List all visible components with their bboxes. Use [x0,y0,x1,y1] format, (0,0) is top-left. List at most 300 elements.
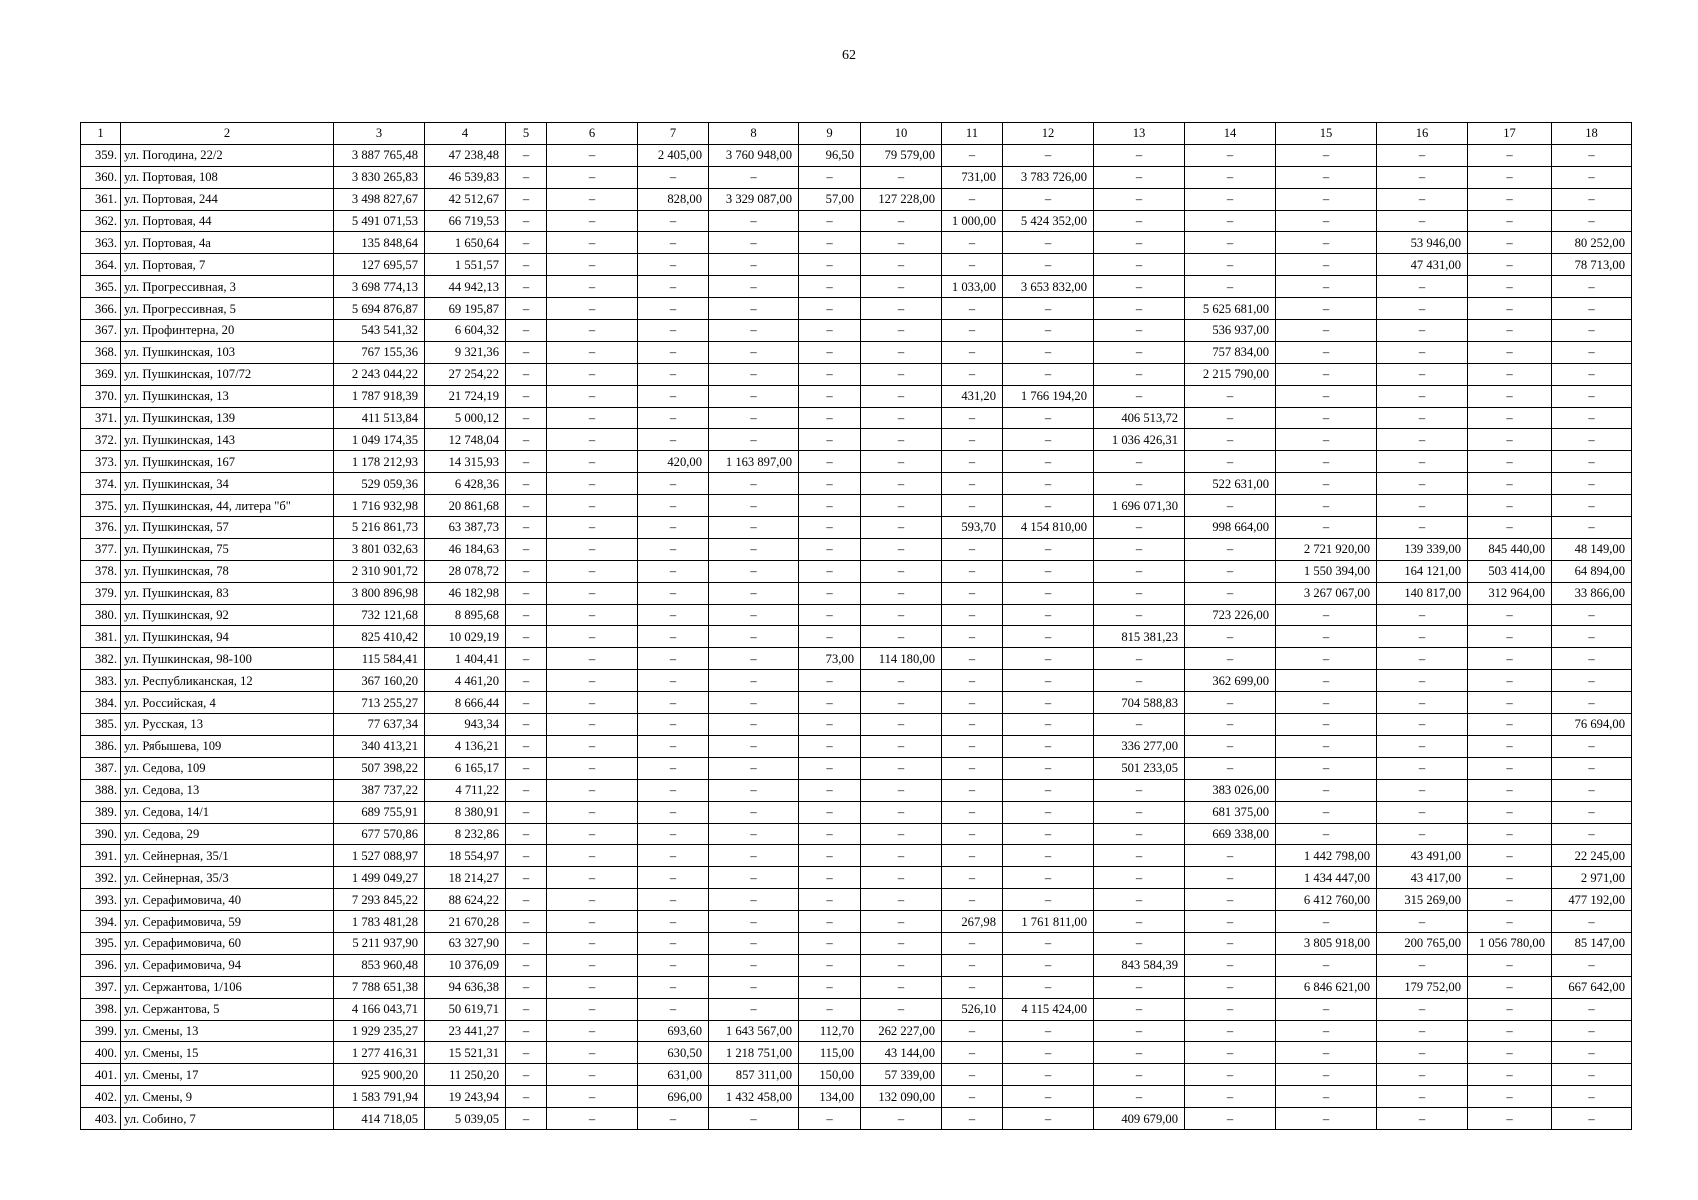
value-cell: – [1003,341,1094,363]
row-number-cell: 365. [81,276,121,298]
value-cell: – [1552,210,1632,232]
value-cell: – [799,714,861,736]
value-cell: – [638,823,709,845]
value-cell: – [1003,1020,1094,1042]
value-cell: – [1094,889,1185,911]
value-cell: – [547,298,638,320]
value-cell: – [799,823,861,845]
value-cell: – [799,166,861,188]
value-cell: 115,00 [799,1042,861,1064]
value-cell: – [547,692,638,714]
value-cell: – [506,1064,547,1086]
value-cell: – [942,407,1003,429]
column-number-header: 10 [861,123,942,145]
value-cell: 693,60 [638,1020,709,1042]
value-cell: 925 900,20 [334,1064,425,1086]
value-cell: – [1185,998,1276,1020]
value-cell: – [1003,670,1094,692]
row-number-cell: 375. [81,495,121,517]
value-cell: – [709,670,799,692]
value-cell: 4 461,20 [425,670,506,692]
table-row [81,188,1632,210]
value-cell: – [1185,1108,1276,1130]
table-row [81,648,1632,670]
value-cell: – [1185,429,1276,451]
value-cell: – [1377,1086,1468,1108]
value-cell: 80 252,00 [1552,232,1632,254]
value-cell: – [1377,320,1468,342]
value-cell: 2 310 901,72 [334,560,425,582]
value-cell: 723 226,00 [1185,604,1276,626]
value-cell: – [1377,714,1468,736]
value-cell: – [506,1086,547,1108]
value-cell: – [1094,845,1185,867]
value-cell: – [1276,714,1377,736]
value-cell: 1 432 458,00 [709,1086,799,1108]
value-cell: – [547,363,638,385]
value-cell: – [1468,801,1552,823]
value-cell: – [1003,473,1094,495]
value-cell: – [638,517,709,539]
table-row [81,911,1632,933]
value-cell: 6 604,32 [425,320,506,342]
value-cell: 2 215 790,00 [1185,363,1276,385]
value-cell: – [709,648,799,670]
address-cell: ул. Прогрессивная, 3 [121,276,334,298]
value-cell: – [506,144,547,166]
value-cell: 21 670,28 [425,911,506,933]
value-cell: – [506,998,547,1020]
value-cell: – [638,298,709,320]
value-cell: – [942,670,1003,692]
value-cell: 689 755,91 [334,801,425,823]
value-cell: – [1003,495,1094,517]
value-cell: 6 846 621,00 [1276,976,1377,998]
value-cell: – [1552,341,1632,363]
value-cell: 4 136,21 [425,735,506,757]
value-cell: – [1468,1042,1552,1064]
value-cell: – [861,385,942,407]
value-cell: – [942,1042,1003,1064]
value-cell: – [506,429,547,451]
table-row [81,692,1632,714]
value-cell: – [709,320,799,342]
value-cell: 9 321,36 [425,341,506,363]
value-cell: 667 642,00 [1552,976,1632,998]
value-cell: – [709,407,799,429]
value-cell: – [799,867,861,889]
value-cell: – [861,276,942,298]
value-cell: – [547,976,638,998]
value-cell: 66 719,53 [425,210,506,232]
address-cell: ул. Седова, 13 [121,779,334,801]
value-cell: – [799,1108,861,1130]
value-cell: – [1094,1042,1185,1064]
value-cell: – [942,144,1003,166]
value-cell: – [861,298,942,320]
value-cell: – [638,276,709,298]
row-number-cell: 384. [81,692,121,714]
value-cell: – [799,626,861,648]
value-cell: – [799,779,861,801]
value-cell: – [1552,495,1632,517]
value-cell: – [1003,823,1094,845]
value-cell: – [638,1108,709,1130]
column-number-header: 13 [1094,123,1185,145]
column-number-header: 15 [1276,123,1377,145]
value-cell: – [1552,757,1632,779]
value-cell: – [506,538,547,560]
value-cell: 757 834,00 [1185,341,1276,363]
value-cell: – [861,954,942,976]
value-cell: – [1003,363,1094,385]
value-cell: – [1552,1108,1632,1130]
value-cell: 1 527 088,97 [334,845,425,867]
value-cell: 46 184,63 [425,538,506,560]
column-number-header: 2 [121,123,334,145]
value-cell: 529 059,36 [334,473,425,495]
value-cell: – [1276,451,1377,473]
value-cell: – [799,473,861,495]
value-cell: – [799,407,861,429]
value-cell: – [547,276,638,298]
value-cell: – [547,560,638,582]
address-cell: ул. Погодина, 22/2 [121,144,334,166]
value-cell: – [942,692,1003,714]
value-cell: – [1185,1042,1276,1064]
table-row [81,823,1632,845]
value-cell: – [506,341,547,363]
value-cell: – [1468,363,1552,385]
value-cell: – [1468,670,1552,692]
value-cell: – [861,232,942,254]
value-cell: 8 895,68 [425,604,506,626]
value-cell: 1 178 212,93 [334,451,425,473]
row-number-cell: 361. [81,188,121,210]
value-cell: – [799,932,861,954]
value-cell: – [547,779,638,801]
value-cell: – [861,823,942,845]
value-cell: – [506,517,547,539]
value-cell: 46 182,98 [425,582,506,604]
value-cell: 85 147,00 [1552,932,1632,954]
value-cell: – [1552,298,1632,320]
value-cell: – [1003,582,1094,604]
row-number-cell: 399. [81,1020,121,1042]
address-cell: ул. Сейнерная, 35/1 [121,845,334,867]
address-cell: ул. Русская, 13 [121,714,334,736]
table-row [81,210,1632,232]
table-row [81,385,1632,407]
value-cell: – [638,867,709,889]
value-cell: 76 694,00 [1552,714,1632,736]
value-cell: – [1552,1086,1632,1108]
value-cell: – [547,889,638,911]
value-cell: 312 964,00 [1468,582,1552,604]
value-cell: – [1468,517,1552,539]
value-cell: – [1377,735,1468,757]
value-cell: 134,00 [799,1086,861,1108]
value-cell: 4 115 424,00 [1003,998,1094,1020]
table-row [81,298,1632,320]
value-cell: 1 033,00 [942,276,1003,298]
value-cell: – [799,911,861,933]
value-cell: – [1552,144,1632,166]
value-cell: – [547,1086,638,1108]
value-cell: – [1468,845,1552,867]
row-number-cell: 398. [81,998,121,1020]
value-cell: 132 090,00 [861,1086,942,1108]
value-cell: 2 243 044,22 [334,363,425,385]
value-cell: 5 424 352,00 [1003,210,1094,232]
value-cell: – [799,976,861,998]
row-number-cell: 372. [81,429,121,451]
value-cell: – [1468,188,1552,210]
value-cell: – [709,429,799,451]
page-number: 62 [842,48,856,63]
value-cell: – [1276,998,1377,1020]
value-cell: – [709,932,799,954]
value-cell: – [861,735,942,757]
table-row [81,276,1632,298]
value-cell: – [1003,735,1094,757]
value-cell: – [1468,210,1552,232]
value-cell: – [861,341,942,363]
value-cell: – [861,560,942,582]
value-cell: – [547,911,638,933]
value-cell: 1 163 897,00 [709,451,799,473]
value-cell: 63 327,90 [425,932,506,954]
address-cell: ул. Сержантова, 5 [121,998,334,1020]
value-cell: – [709,735,799,757]
table-row [81,1042,1632,1064]
value-cell: 2 971,00 [1552,867,1632,889]
value-cell: – [1185,210,1276,232]
value-cell: – [1094,210,1185,232]
value-cell: – [942,363,1003,385]
address-cell: ул. Пушкинская, 57 [121,517,334,539]
value-cell: – [547,451,638,473]
table-row [81,998,1632,1020]
value-cell: – [1094,801,1185,823]
value-cell: – [942,560,1003,582]
value-cell: – [1003,648,1094,670]
value-cell: – [861,932,942,954]
value-cell: – [799,363,861,385]
value-cell: – [709,166,799,188]
table-row [81,429,1632,451]
row-number-cell: 397. [81,976,121,998]
address-cell: ул. Пушкинская, 34 [121,473,334,495]
value-cell: – [709,692,799,714]
value-cell: 7 293 845,22 [334,889,425,911]
value-cell: – [1185,495,1276,517]
value-cell: 4 166 043,71 [334,998,425,1020]
value-cell: – [709,232,799,254]
column-number-header: 11 [942,123,1003,145]
value-cell: 20 861,68 [425,495,506,517]
value-cell: – [1094,144,1185,166]
value-cell: – [1552,188,1632,210]
value-cell: – [861,692,942,714]
value-cell: – [638,495,709,517]
table-row [81,363,1632,385]
value-cell: 7 788 651,38 [334,976,425,998]
value-cell: – [1094,363,1185,385]
table-row [81,495,1632,517]
value-cell: – [1377,1020,1468,1042]
value-cell: – [1003,451,1094,473]
table-row [81,779,1632,801]
address-cell: ул. Пушкинская, 44, литера "б" [121,495,334,517]
row-number-cell: 363. [81,232,121,254]
value-cell: – [1094,1020,1185,1042]
value-cell: – [506,210,547,232]
value-cell: 767 155,36 [334,341,425,363]
value-cell: 27 254,22 [425,363,506,385]
value-cell: – [1094,320,1185,342]
value-cell: 4 711,22 [425,779,506,801]
value-cell: – [1377,604,1468,626]
value-cell: – [942,298,1003,320]
value-cell: 50 619,71 [425,998,506,1020]
value-cell: – [709,473,799,495]
value-cell: – [1377,473,1468,495]
value-cell: 630,50 [638,1042,709,1064]
value-cell: 3 498 827,67 [334,188,425,210]
value-cell: – [547,735,638,757]
value-cell: – [709,560,799,582]
value-cell: – [1552,473,1632,495]
address-cell: ул. Смены, 9 [121,1086,334,1108]
value-cell: – [861,845,942,867]
value-cell: 522 631,00 [1185,473,1276,495]
value-cell: – [1003,692,1094,714]
value-cell: – [942,495,1003,517]
value-cell: 46 539,83 [425,166,506,188]
table-row [81,1086,1632,1108]
table-row [81,801,1632,823]
value-cell: – [1094,714,1185,736]
value-cell: – [942,845,1003,867]
value-cell: 262 227,00 [861,1020,942,1042]
address-cell: ул. Портовая, 7 [121,254,334,276]
row-number-cell: 381. [81,626,121,648]
row-number-cell: 366. [81,298,121,320]
value-cell: – [861,254,942,276]
value-cell: – [1276,385,1377,407]
value-cell: – [506,845,547,867]
value-cell: 127 228,00 [861,188,942,210]
value-cell: – [1003,757,1094,779]
value-cell: – [638,341,709,363]
value-cell: – [1377,911,1468,933]
value-cell: – [799,276,861,298]
value-cell: 406 513,72 [1094,407,1185,429]
value-cell: – [1468,1064,1552,1086]
value-cell: – [1552,626,1632,648]
row-number-cell: 402. [81,1086,121,1108]
value-cell: – [1185,451,1276,473]
value-cell: – [547,473,638,495]
value-cell: – [1276,144,1377,166]
value-cell: – [942,779,1003,801]
value-cell: – [799,757,861,779]
value-cell: – [1276,188,1377,210]
address-cell: ул. Портовая, 44 [121,210,334,232]
table-row [81,932,1632,954]
value-cell: 543 541,32 [334,320,425,342]
row-number-cell: 380. [81,604,121,626]
value-cell: 5 211 937,90 [334,932,425,954]
value-cell: – [1003,429,1094,451]
value-cell: – [709,757,799,779]
value-cell: – [799,998,861,1020]
value-cell: 1 696 071,30 [1094,495,1185,517]
value-cell: – [638,845,709,867]
address-cell: ул. Портовая, 244 [121,188,334,210]
value-cell: 12 748,04 [425,429,506,451]
value-cell: – [638,385,709,407]
value-cell: 115 584,41 [334,648,425,670]
value-cell: – [1468,998,1552,1020]
value-cell: 1 218 751,00 [709,1042,799,1064]
value-cell: – [1003,1064,1094,1086]
row-number-cell: 392. [81,867,121,889]
value-cell: – [1552,823,1632,845]
value-cell: – [799,254,861,276]
row-number-cell: 379. [81,582,121,604]
address-cell: ул. Пушкинская, 83 [121,582,334,604]
value-cell: – [1185,232,1276,254]
table-row [81,582,1632,604]
value-cell: – [547,341,638,363]
value-cell: 943,34 [425,714,506,736]
row-number-cell: 378. [81,560,121,582]
address-cell: ул. Седова, 14/1 [121,801,334,823]
value-cell: – [861,998,942,1020]
value-cell: – [1185,867,1276,889]
value-cell: – [1468,648,1552,670]
value-cell: – [1094,648,1185,670]
row-number-cell: 383. [81,670,121,692]
value-cell: – [1276,320,1377,342]
value-cell: – [506,714,547,736]
value-cell: – [1468,779,1552,801]
value-cell: – [861,604,942,626]
value-cell: – [1377,517,1468,539]
value-cell: – [506,385,547,407]
table-row [81,867,1632,889]
value-cell: – [861,320,942,342]
column-number-header: 9 [799,123,861,145]
value-cell: – [942,932,1003,954]
value-cell: – [638,889,709,911]
value-cell: – [1552,1042,1632,1064]
value-cell: – [709,626,799,648]
address-cell: ул. Сейнерная, 35/3 [121,867,334,889]
value-cell: 431,20 [942,385,1003,407]
value-cell: 1 929 235,27 [334,1020,425,1042]
value-cell: – [638,560,709,582]
value-cell: 43 144,00 [861,1042,942,1064]
value-cell: 1 036 426,31 [1094,429,1185,451]
value-cell: – [942,648,1003,670]
value-cell: – [1094,867,1185,889]
value-cell: 6 165,17 [425,757,506,779]
value-cell: 998 664,00 [1185,517,1276,539]
value-cell: – [709,517,799,539]
